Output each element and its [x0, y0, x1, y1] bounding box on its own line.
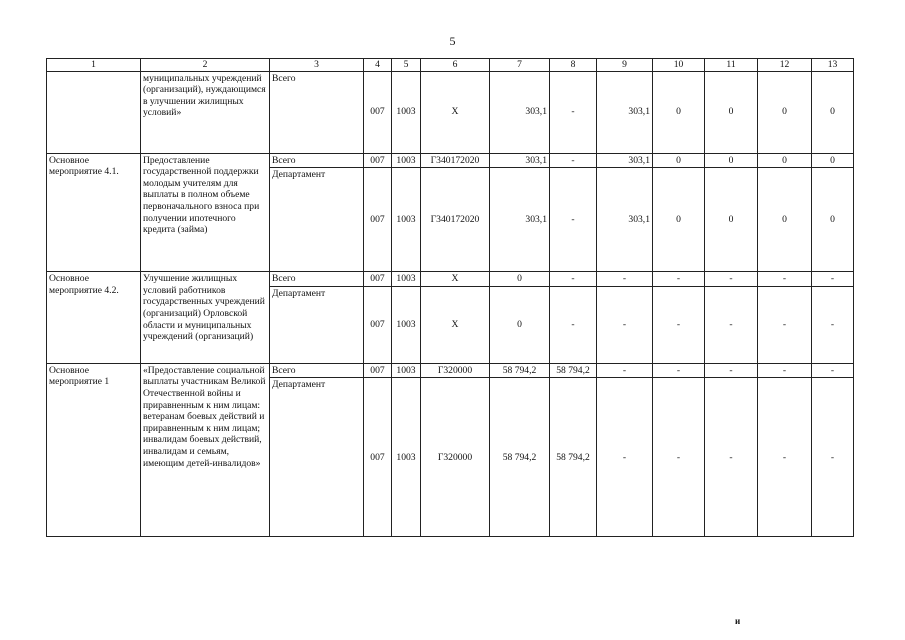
funding-source-cell: Департамент	[270, 378, 364, 537]
value-cell: 0	[705, 153, 758, 168]
grbs-cell: 007	[364, 71, 392, 153]
value-cell: -	[653, 286, 705, 363]
rzpr-cell: 1003	[392, 272, 421, 287]
table-row	[47, 272, 854, 287]
grbs-cell: 007	[364, 168, 392, 272]
value-cell: 0	[758, 168, 812, 272]
value-cell: 0	[812, 153, 854, 168]
table-row	[47, 153, 854, 168]
funding-source-cell: Всего	[270, 363, 364, 378]
value-cell: 0	[705, 168, 758, 272]
value-cell: -	[550, 153, 597, 168]
rzpr-cell: 1003	[392, 153, 421, 168]
funding-source-cell: Департамент	[270, 168, 364, 272]
value-cell: -	[653, 378, 705, 537]
value-cell: 58 794,2	[550, 378, 597, 537]
measure-description-cell: муниципальных учреждений (организаций), нуждающимся в улучшении жилищных условий»	[141, 71, 270, 153]
value-cell: -	[550, 272, 597, 287]
value-cell: -	[812, 272, 854, 287]
value-cell: 0	[490, 272, 550, 287]
value-cell: -	[705, 272, 758, 287]
funding-source-cell: Всего	[270, 272, 364, 287]
rzpr-cell: 1003	[392, 378, 421, 537]
table-row	[47, 363, 854, 378]
header-cell: 10	[653, 59, 705, 72]
value-cell: 0	[758, 153, 812, 168]
grbs-cell: 007	[364, 272, 392, 287]
value-cell: 0	[812, 168, 854, 272]
value-cell: -	[812, 363, 854, 378]
value-cell: -	[758, 286, 812, 363]
value-cell: -	[705, 363, 758, 378]
measure-name-cell	[47, 71, 141, 153]
measure-description-cell: Улучшение жилищных условий работников государственных учреждений (организаций) Орловской области и муниципальных учреждений (организаций)	[141, 272, 270, 364]
value-cell: -	[812, 378, 854, 537]
value-cell: -	[812, 286, 854, 363]
header-cell: 1	[47, 59, 141, 72]
value-cell: -	[550, 168, 597, 272]
value-cell: 58 794,2	[490, 363, 550, 378]
funding-source-cell: Департамент	[270, 286, 364, 363]
funding-source-cell: Всего	[270, 71, 364, 153]
rzpr-cell: 1003	[392, 286, 421, 363]
rzpr-cell: 1003	[392, 363, 421, 378]
value-cell: -	[705, 286, 758, 363]
scan-mark: ᴎ	[735, 616, 741, 626]
header-cell: 9	[597, 59, 653, 72]
header-cell: 6	[421, 59, 490, 72]
value-cell: -	[550, 71, 597, 153]
header-cell: 11	[705, 59, 758, 72]
measure-name-cell: Основное мероприятие 4.2.	[47, 272, 141, 364]
header-cell: 7	[490, 59, 550, 72]
value-cell: -	[758, 272, 812, 287]
value-cell: 58 794,2	[490, 378, 550, 537]
measure-description-cell: «Предоставление социальной выплаты участникам Великой Отечественной войны и приравненным к ним лицам: ветеранам боевых действий и приравненным к ним лицам; инвалидам боевых действий, инвалидам и семьям, имеющим детей-инвалидов»	[141, 363, 270, 537]
rzpr-cell: 1003	[392, 168, 421, 272]
grbs-cell: 007	[364, 286, 392, 363]
csr-cell: Г320000	[421, 378, 490, 537]
value-cell: -	[653, 272, 705, 287]
value-cell: 58 794,2	[550, 363, 597, 378]
budget-table	[46, 58, 854, 537]
value-cell: 303,1	[490, 168, 550, 272]
header-cell: 2	[141, 59, 270, 72]
value-cell: 303,1	[597, 71, 653, 153]
grbs-cell: 007	[364, 363, 392, 378]
header-cell: 8	[550, 59, 597, 72]
value-cell: 0	[653, 153, 705, 168]
csr-cell: Х	[421, 272, 490, 287]
header-cell: 12	[758, 59, 812, 72]
value-cell: -	[597, 272, 653, 287]
header-cell: 13	[812, 59, 854, 72]
table-row	[47, 71, 854, 153]
value-cell: 303,1	[597, 168, 653, 272]
measure-name-cell: Основное мероприятие 1	[47, 363, 141, 537]
value-cell: -	[597, 378, 653, 537]
value-cell: 0	[490, 286, 550, 363]
rzpr-cell: 1003	[392, 71, 421, 153]
value-cell: -	[597, 286, 653, 363]
value-cell: 0	[705, 71, 758, 153]
header-row	[47, 59, 854, 72]
header-cell: 5	[392, 59, 421, 72]
grbs-cell: 007	[364, 378, 392, 537]
value-cell: -	[705, 378, 758, 537]
value-cell: 303,1	[597, 153, 653, 168]
header-cell: 4	[364, 59, 392, 72]
value-cell: 0	[653, 168, 705, 272]
value-cell: -	[653, 363, 705, 378]
value-cell: 303,1	[490, 71, 550, 153]
value-cell: -	[758, 363, 812, 378]
csr-cell: Х	[421, 71, 490, 153]
value-cell: 0	[812, 71, 854, 153]
csr-cell: Х	[421, 286, 490, 363]
csr-cell: Г320000	[421, 363, 490, 378]
header-cell: 3	[270, 59, 364, 72]
value-cell: -	[758, 378, 812, 537]
measure-description-cell: Предоставление государственной поддержки молодым учителям для выплаты в полном объеме первоначального взноса при получении ипотечного кредита (займа)	[141, 153, 270, 272]
value-cell: 0	[653, 71, 705, 153]
grbs-cell: 007	[364, 153, 392, 168]
value-cell: -	[550, 286, 597, 363]
value-cell: -	[597, 363, 653, 378]
value-cell: 303,1	[490, 153, 550, 168]
value-cell: 0	[758, 71, 812, 153]
measure-name-cell: Основное мероприятие 4.1.	[47, 153, 141, 272]
funding-source-cell: Всего	[270, 153, 364, 168]
page-number: 5	[449, 34, 456, 48]
csr-cell: Г340172020	[421, 168, 490, 272]
csr-cell: Г340172020	[421, 153, 490, 168]
